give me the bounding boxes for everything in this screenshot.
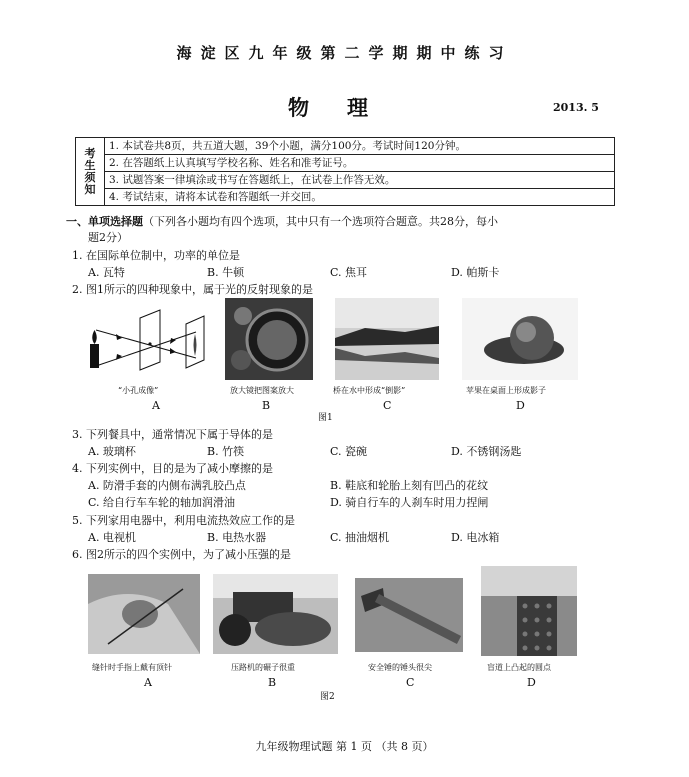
option-b: B. 鞋底和轮胎上刻有凹凸的花纹	[330, 479, 489, 492]
magnifier-photo	[225, 298, 313, 380]
option-a: A. 电视机	[88, 531, 136, 544]
fig2-letter-c: C	[406, 676, 415, 689]
fig1-caption-c: 桥在水中形成“倒影”	[333, 386, 406, 395]
option-d: D. 不锈钢汤匙	[451, 445, 522, 458]
fig2-letter-a: A	[144, 676, 152, 689]
option-b: B. 牛顿	[207, 266, 245, 279]
notice-side-label: 考 生 须 知	[76, 138, 105, 206]
option-a: A. 玻璃杯	[88, 445, 136, 458]
safety-hammer-photo	[355, 578, 463, 652]
notice-item: 4. 考试结束，请将本试卷和答题纸一并交回。	[105, 189, 615, 206]
bridge-reflection-photo	[335, 298, 439, 380]
question-stem: 5. 下列家用电器中，利用电流热效应工作的是	[72, 514, 295, 527]
exam-header-title: 海淀区九年级第二学期期中练习	[176, 44, 513, 62]
fig1-label: 图1	[318, 413, 333, 423]
option-c: C. 焦耳	[330, 266, 368, 279]
fig2-label: 图2	[320, 692, 335, 702]
fig2-caption-b: 压路机的碾子很重	[231, 663, 295, 672]
section-desc-cont: 题2分）	[88, 231, 128, 244]
fig1-letter-d: D	[516, 399, 525, 412]
notice-item: 2. 在答题纸上认真填写学校名称、姓名和准考证号。	[105, 155, 615, 172]
section-heading: 一、单项选择题（下列各小题均有四个选项，其中只有一个选项符合题意。共28分，每小	[66, 215, 498, 228]
option-d: D. 骑自行车的人刹车时用力捏闸	[330, 496, 489, 509]
question-stem: 3. 下列餐具中，通常情况下属于导体的是	[72, 428, 273, 441]
apple-shadow-photo	[462, 298, 578, 380]
notice-box	[75, 137, 615, 206]
road-roller-photo	[213, 574, 338, 654]
question-stem: 4. 下列实例中，目的是为了减小摩擦的是	[72, 462, 273, 475]
fig2-caption-c: 安全锤的锤头很尖	[368, 663, 432, 672]
fig1-letter-a: A	[152, 399, 160, 412]
option-b: B. 竹筷	[207, 445, 245, 458]
option-a: A. 瓦特	[88, 266, 125, 279]
fig2-caption-d: 盲道上凸起的圆点	[487, 663, 551, 672]
notice-item: 3. 试题答案一律填涂或书写在答题纸上，在试卷上作答无效。	[105, 172, 615, 189]
tactile-paving-photo	[481, 566, 577, 656]
page-footer: 九年级物理试题 第 1 页 （共 8 页）	[255, 740, 434, 753]
question-stem: 2. 图1所示的四种现象中，属于光的反射现象的是	[72, 283, 313, 296]
fig1-caption-b: 放大镜把图案放大	[230, 386, 294, 395]
fig2-caption-a: 缝针时手指上戴有顶针	[92, 663, 172, 672]
question-stem: 1. 在国际单位制中，功率的单位是	[72, 249, 240, 262]
option-c: C. 瓷碗	[330, 445, 368, 458]
option-d: D. 电冰箱	[451, 531, 500, 544]
fig2-letter-d: D	[527, 676, 536, 689]
fig1-caption-a: “小孔成像”	[118, 386, 159, 395]
fig2-letter-b: B	[268, 676, 277, 689]
pinhole-diagram	[82, 300, 217, 378]
option-c: C. 给自行车车轮的轴加润滑油	[88, 496, 236, 509]
option-b: B. 电热水器	[207, 531, 267, 544]
notice-item: 1. 本试卷共8页，共五道大题，39个小题，满分100分。考试时间120分钟。	[105, 138, 615, 155]
fig1-letter-c: C	[383, 399, 392, 412]
thimble-photo	[88, 574, 200, 654]
fig1-caption-d: 苹果在桌面上形成影子	[466, 386, 546, 395]
fig1-letter-b: B	[262, 399, 271, 412]
option-c: C. 抽油烟机	[330, 531, 390, 544]
exam-date: 2013. 5	[553, 101, 599, 114]
option-a: A. 防滑手套的内侧布满乳胶凸点	[88, 479, 246, 492]
question-stem: 6. 图2所示的四个实例中，为了减小压强的是	[72, 548, 291, 561]
option-d: D. 帕斯卡	[451, 266, 500, 279]
subject-title: 物理	[288, 95, 406, 120]
